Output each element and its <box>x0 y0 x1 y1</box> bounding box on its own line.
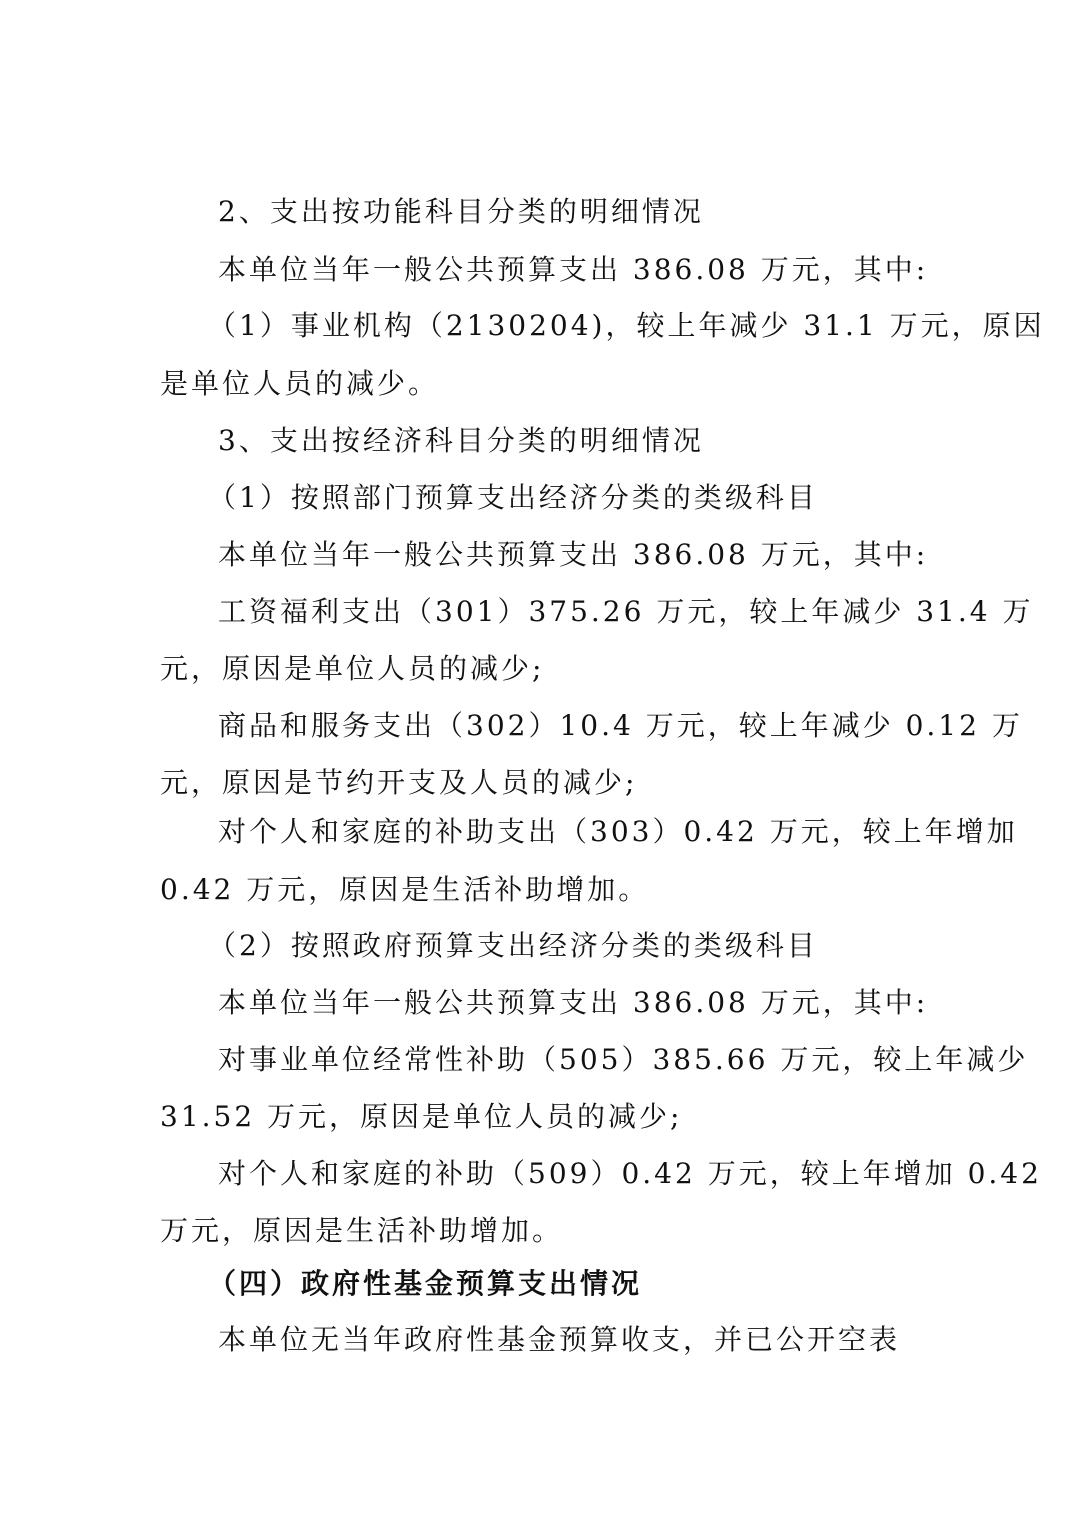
subsection-heading: （1）按照部门预算支出经济分类的类级科目 <box>208 481 818 514</box>
paragraph-line: 商品和服务支出（302）10.4 万元，较上年减少 0.12 万 <box>218 709 1023 742</box>
section-heading-bold: （四）政府性基金预算支出情况 <box>208 1267 643 1300</box>
paragraph-line: 31.52 万元，原因是单位人员的减少; <box>160 1100 683 1133</box>
paragraph-line: 0.42 万元，原因是生活补助增加。 <box>160 873 650 906</box>
paragraph-line: 本单位当年一般公共预算支出 386.08 万元，其中: <box>218 253 929 286</box>
paragraph-line: 万元，原因是生活补助增加。 <box>160 1214 564 1247</box>
paragraph-line: 对个人和家庭的补助支出（303）0.42 万元，较上年增加 <box>218 815 1018 848</box>
section-heading: 3、支出按经济科目分类的明细情况 <box>218 424 704 457</box>
paragraph-line: 本单位当年一般公共预算支出 386.08 万元，其中: <box>218 986 929 1019</box>
paragraph-line: 对事业单位经常性补助（505）385.66 万元，较上年减少 <box>218 1043 1029 1076</box>
paragraph-line: 本单位无当年政府性基金预算收支，并已公开空表 <box>218 1323 901 1356</box>
paragraph-line: 元，原因是节约开支及人员的减少; <box>160 766 638 799</box>
subsection-heading: （2）按照政府预算支出经济分类的类级科目 <box>208 929 818 962</box>
paragraph-line: 元，原因是单位人员的减少; <box>160 652 545 685</box>
paragraph-line: 本单位当年一般公共预算支出 386.08 万元，其中: <box>218 538 929 571</box>
section-heading: 2、支出按功能科目分类的明细情况 <box>218 195 704 228</box>
paragraph-line: （1）事业机构（2130204)，较上年减少 31.1 万元，原因 <box>208 309 1045 342</box>
paragraph-line: 是单位人员的减少。 <box>160 367 440 400</box>
paragraph-line: 对个人和家庭的补助（509）0.42 万元，较上年增加 0.42 <box>218 1157 1042 1190</box>
paragraph-line: 工资福利支出（301）375.26 万元，较上年减少 31.4 万 <box>218 595 1034 628</box>
